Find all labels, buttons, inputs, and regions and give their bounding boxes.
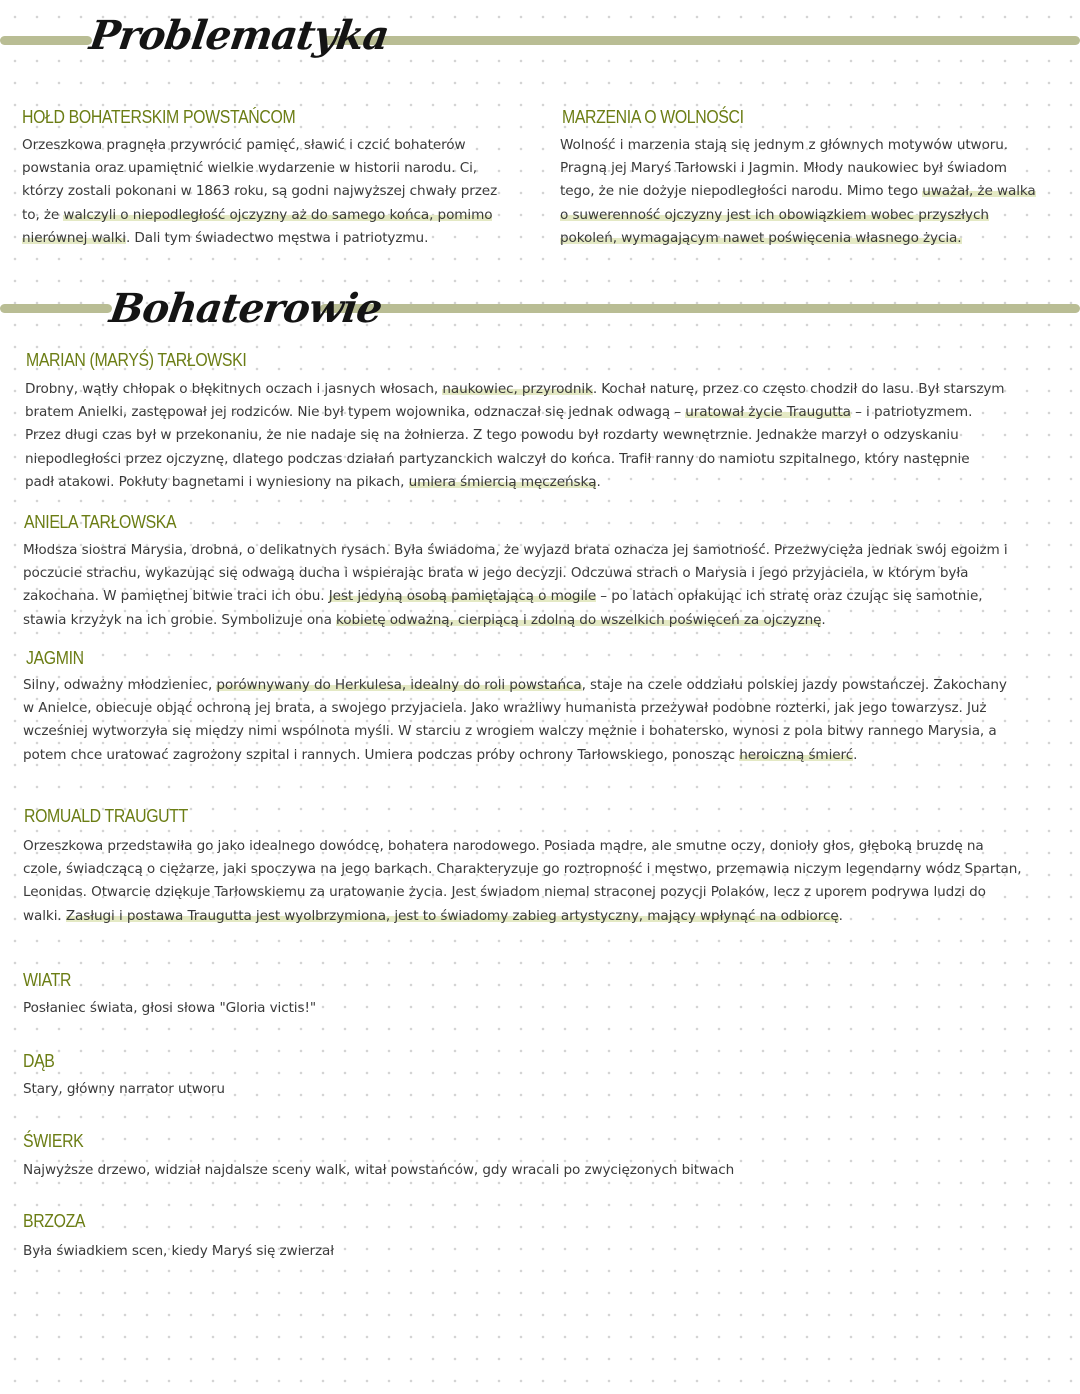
text-segment: Drobny, wątły chłopak o błękitnych oczach i jasnych włosach,: [25, 381, 443, 397]
text-line: [23, 1159, 1073, 1182]
text-line: [22, 134, 542, 157]
text-segment: tego, że nie dożyje niepodległości narodu. Mimo tego: [560, 183, 923, 200]
text-segment: . Dali tym świadectwo męstwa i patriotyzmu.: [125, 229, 429, 246]
character-name-dab: DĄB: [23, 1051, 55, 1071]
text-line: [560, 180, 1075, 203]
text-line: [23, 858, 1075, 881]
text-line: [22, 180, 542, 203]
text-line: [25, 378, 1075, 401]
character-desc-jagmin: [23, 674, 1075, 767]
text-line: [23, 562, 1075, 585]
paragraph-marzenia: [560, 134, 1075, 250]
text-line: [25, 401, 1075, 424]
text-line: [560, 134, 1075, 157]
character-name-swierk: ŚWIERK: [23, 1131, 84, 1151]
text-line: [23, 881, 1075, 904]
text-segment: Silny, odważny młodzieniec,: [23, 677, 217, 693]
text-line: [22, 227, 542, 250]
text-segment: czole, świadczącą o ciężarze, jaki spoczywa na jego barkach. Charakteryzuje go roztropność i męstwo, przemawia niczym legendarny wódz Spartan,: [23, 861, 1022, 878]
text-segment: padł atakowi. Pokłuty bagnetami i wyniesiony na pikach,: [25, 473, 409, 490]
highlighted-text: kobietę odważną, cierpiącą i zdolną do wszelkich poświęceń za ojczyznę: [336, 611, 822, 628]
text-segment: Wolność i marzenia stają się jednym z głównych motywów utworu.: [560, 137, 1009, 153]
highlighted-text: nierównej walki: [22, 229, 126, 246]
divider-bar-right-1: [322, 36, 1080, 45]
character-name-aniela: ANIELA TARŁOWSKA: [24, 512, 177, 532]
text-segment: Orzeszkowa przedstawiła go jako idealnego dowódcę, bohatera narodowego. Posiada mądre, ale smutne oczy, donioły głos, głęboką bruzdę na: [23, 838, 984, 854]
text-segment: Orzeszkowa pragnęła przywrócić pamięć, sławić i czcić bohaterów: [22, 137, 466, 153]
character-desc-brzoza: [23, 1240, 1073, 1263]
highlighted-text: Jest jedyną osobą pamiętającą o mogile: [328, 588, 597, 605]
text-line: [23, 1240, 1073, 1263]
highlighted-text: uważał, że walka: [922, 183, 1036, 200]
text-segment: Stary, główny narrator utworu: [23, 1081, 225, 1097]
text-line: [23, 697, 1075, 720]
text-line: [23, 609, 1075, 632]
text-segment: którzy zostali pokonani w 1863 roku, są godni najwyższej chwały przez: [22, 183, 498, 200]
text-segment: – i patriotyzmem.: [850, 404, 973, 421]
text-segment: powstania oraz upamiętnić wielkie wydarzenie w historii narodu. Ci,: [22, 160, 478, 177]
text-line: [23, 835, 1075, 858]
text-line: [23, 997, 1073, 1020]
character-name-wiatr: WIATR: [23, 970, 72, 990]
character-desc-wiatr: [23, 997, 1073, 1020]
highlighted-text: naukowiec, przyrodnik: [442, 381, 593, 397]
highlighted-text: heroiczną śmierć: [739, 746, 854, 763]
text-line: [560, 157, 1075, 180]
heading-hold: HOŁD BOHATERSKIM POWSTAŃCOM: [22, 107, 296, 127]
text-line: [23, 674, 1075, 697]
text-line: [22, 157, 542, 180]
character-name-jagmin: JAGMIN: [26, 648, 84, 668]
text-line: [25, 471, 1075, 494]
text-segment: poczucie strachu, wykazując się odwagą ducha i wspierając brata w jego decyzji. Odczuwa strach o Marysia i jego przyjaciela, w którym była: [23, 565, 969, 582]
highlighted-text: o suwerenność ojczyzny jest ich obowiązkiem wobec przyszłych: [560, 206, 989, 223]
text-segment: niepodległości przez ojczyznę, dlatego podczas działań partyzanckich walczył do końca. Trafił ranny do namiotu szpitalnego, który następnie: [25, 450, 970, 467]
character-name-marian: MARIAN (MARYŚ) TARŁOWSKI: [26, 350, 247, 370]
character-desc-traugutt: [23, 835, 1075, 928]
character-desc-dab: [23, 1078, 1073, 1101]
character-desc-marian: [25, 378, 1075, 494]
text-segment: Posłaniec świata, głosi słowa "Gloria victis!": [23, 1000, 316, 1016]
text-segment: potem chce uratować zagrożony szpital i rannych. Umiera podczas próby ochrony Tarłowskiego, ponosząc: [23, 746, 740, 763]
text-line: [23, 585, 1075, 608]
character-desc-swierk: [23, 1159, 1073, 1182]
highlighted-text: porównywany do Herkulesa, idealny do roli powstańca: [216, 677, 582, 693]
character-desc-aniela: [23, 539, 1075, 632]
text-segment: stawia krzyżyk na ich grobie. Symbolizuje ona: [23, 611, 337, 628]
text-segment: Najwyższe drzewo, widział najdalsze sceny walk, witał powstańców, gdy wracali po zwycięzonych bitwach: [23, 1162, 735, 1178]
text-segment: bratem Anielki, zastępował jej rodziców. Nie był typem wojownika, odznaczał się jednak odwagą –: [25, 404, 686, 421]
text-line: [23, 720, 1075, 743]
text-segment: wcześniej wytworzyła się między nimi wspólnota myśli. W starciu z wrogiem walczy mężnie i bohatersko, wynosi z pola bitwy rannego Marysia, a: [23, 723, 997, 740]
text-line: [25, 448, 1075, 471]
text-line: [25, 424, 1075, 447]
section-title-bohaterowie: Bohaterowie: [106, 285, 385, 332]
text-line: [560, 227, 1075, 250]
text-line: [560, 204, 1075, 227]
text-line: [23, 539, 1075, 562]
text-segment: Przez długi czas był w przekonaniu, że nie nadaje się na żołnierza. Z tego powodu był rozdarty wewnętrznie. Jednakże marzył o odzyskaniu: [25, 427, 959, 444]
text-segment: .: [853, 746, 858, 763]
text-line: [22, 204, 542, 227]
character-name-traugutt: ROMUALD TRAUGUTT: [24, 806, 188, 826]
text-line: [23, 905, 1075, 928]
character-name-brzoza: BRZOZA: [23, 1211, 86, 1231]
text-segment: – po latach opłakując ich stratę oraz czując się samotnie,: [596, 588, 983, 605]
text-segment: Była świadkiem scen, kiedy Maryś się zwierzał: [23, 1243, 335, 1259]
text-segment: zakochana. W pamiętnej bitwie traci ich obu.: [23, 588, 329, 605]
paragraph-hold: [22, 134, 542, 250]
text-segment: Leonidas. Otwarcie dziękuje Tarłowskiemu za uratowanie życia. Jest świadom niemal straconej pozycji Polaków, lecz z uporem podrywa ludzi do: [23, 884, 986, 901]
divider-bar-right-2: [320, 304, 1080, 313]
divider-bar-left-1: [0, 36, 92, 45]
highlighted-text: Zasługi i postawa Traugutta jest wyolbrzymiona, jest to świadomy zabieg artystyczny, mający wpłynąć na odbiorcę: [65, 907, 839, 924]
highlighted-text: pokoleń, wymagającym nawet poświęcenia własnego życia.: [560, 229, 962, 246]
highlighted-text: walczyli o niepodległość ojczyzny aż do samego końca, pomimo: [63, 206, 493, 223]
heading-marzenia: MARZENIA O WOLNOŚCI: [562, 107, 744, 127]
text-segment: .: [596, 473, 601, 490]
text-segment: Młodsza siostra Marysia, drobna, o delikatnych rysach. Była świadoma, że wyjazd brata oznacza jej samotność. Przezwycięża jednak swój egoizm i: [23, 542, 1008, 558]
highlighted-text: umiera śmiercią męczeńską: [408, 473, 597, 490]
text-segment: walki.: [23, 907, 66, 924]
text-line: [23, 1078, 1073, 1101]
text-segment: . Kochał naturę, przez co często chodził do lasu. Był starszym: [592, 381, 1005, 397]
text-segment: .: [821, 611, 826, 628]
text-segment: Pragną jej Maryś Tarłowski i Jagmin. Młody naukowiec był świadom: [560, 160, 1007, 177]
text-segment: to, że: [22, 206, 64, 223]
section-title-problematyka: Problematyka: [86, 12, 392, 59]
divider-bar-left-2: [0, 304, 112, 313]
text-segment: .: [838, 907, 843, 924]
text-segment: , staje na czele oddziału polskiej jazdy powstańczej. Zakochany: [581, 677, 1007, 693]
text-line: [23, 744, 1075, 767]
text-segment: w Anielce, obiecuje objąć ochroną jej brata, a swojego przyjaciela. Jako wrażliwy humanista przeżywał podobne rozterki, jak jego towarzysz. Już: [23, 700, 987, 717]
highlighted-text: uratował życie Traugutta: [685, 404, 851, 421]
